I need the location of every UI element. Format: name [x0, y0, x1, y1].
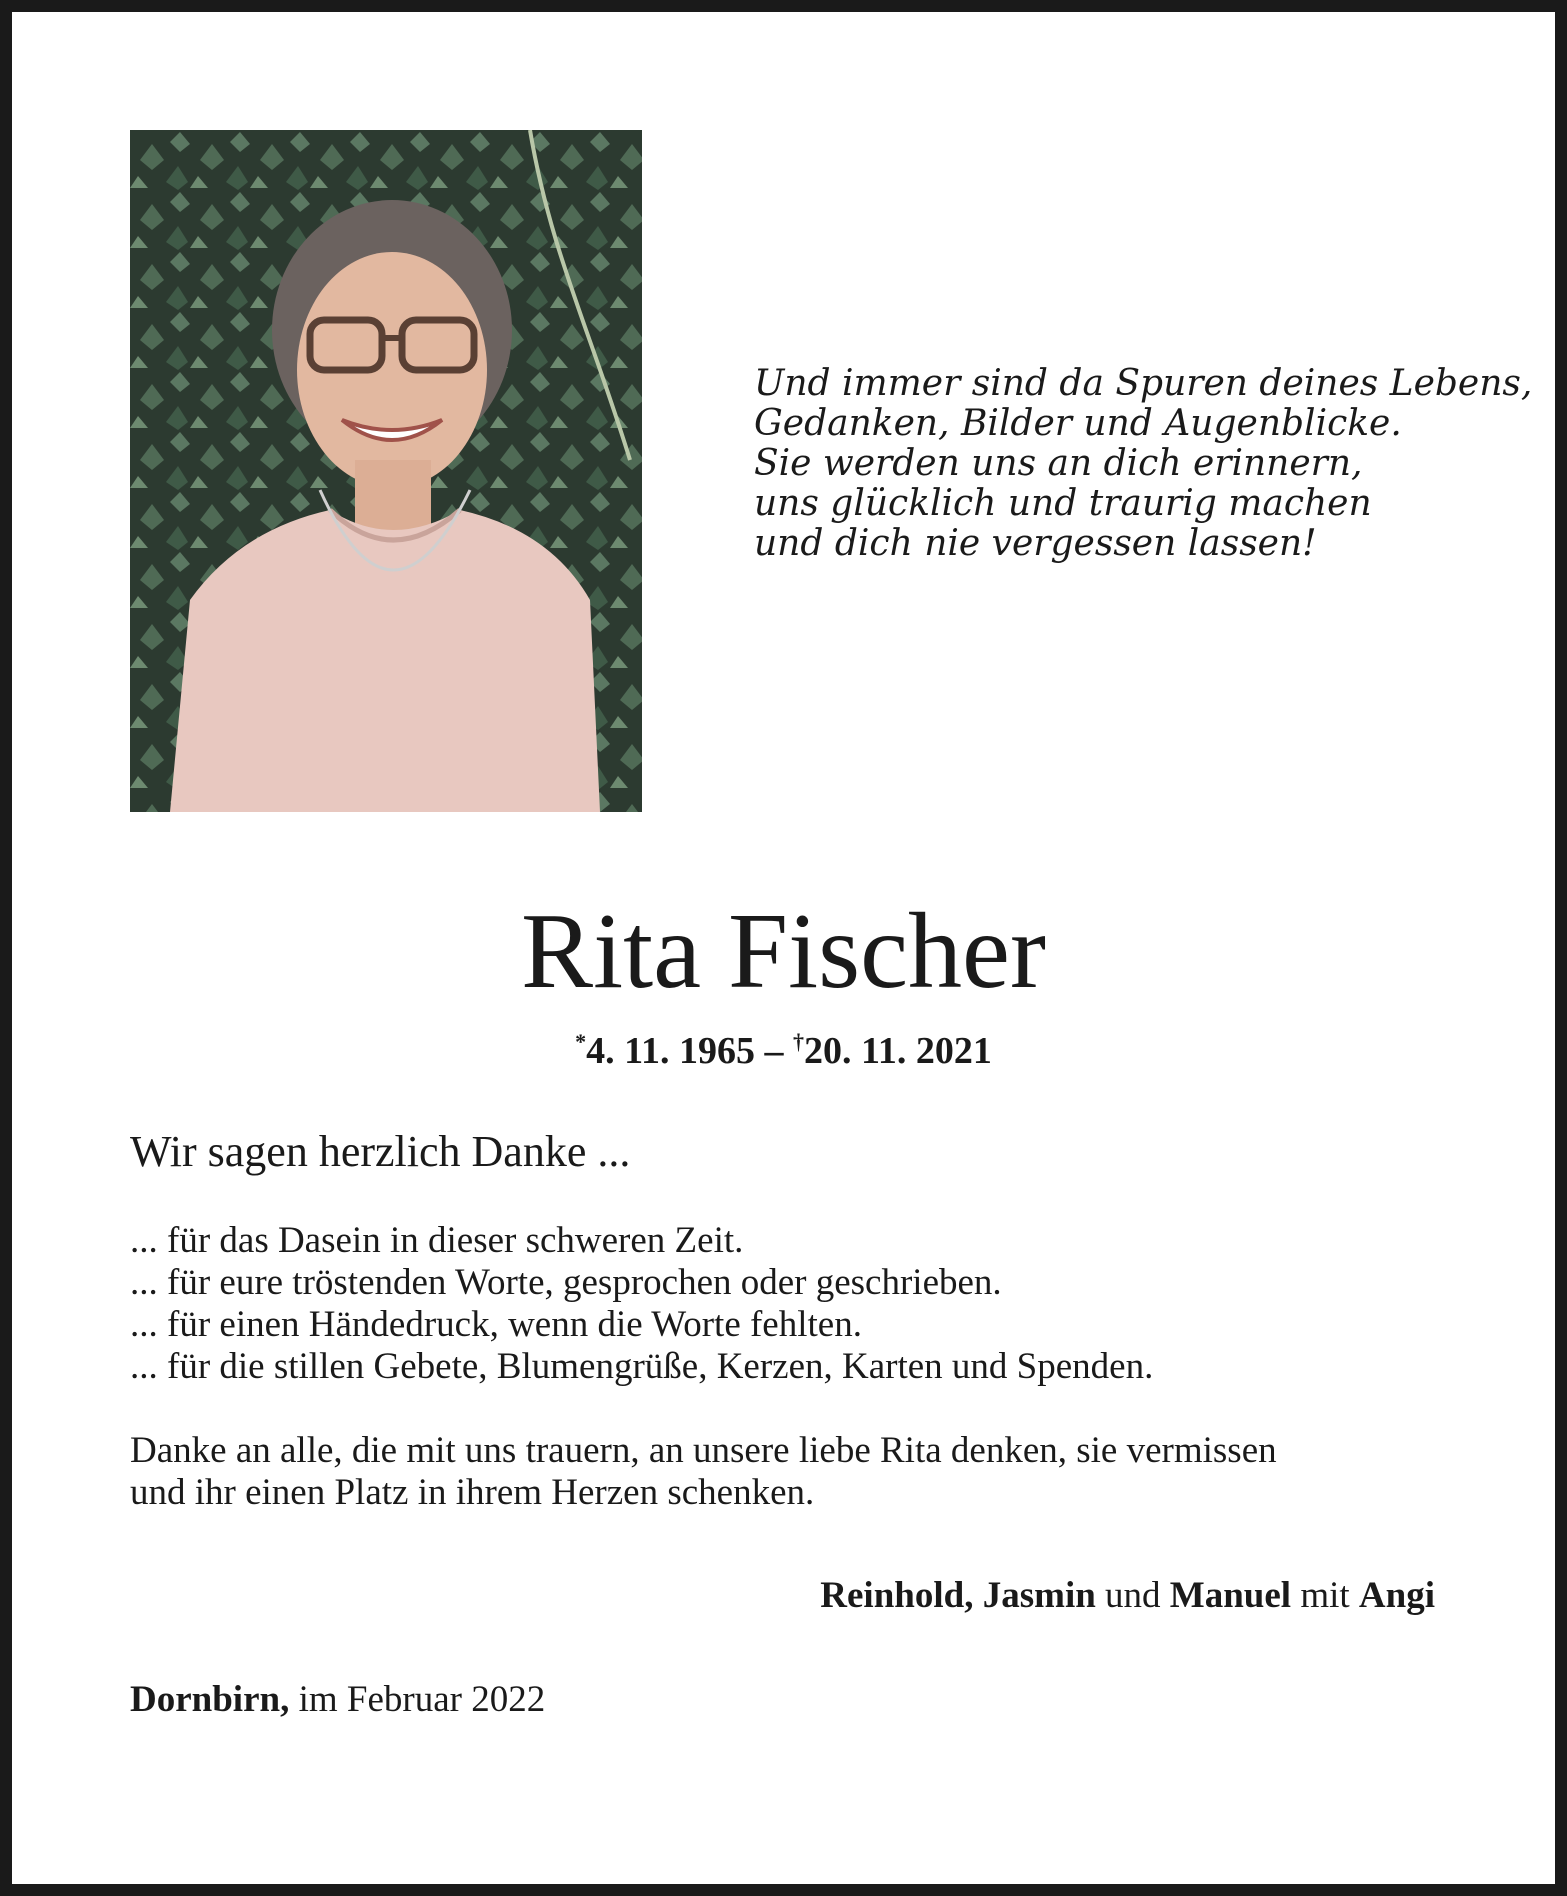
closing-line: und ihr einen Platz in ihrem Herzen schenken. — [130, 1472, 815, 1513]
poem-line: Sie werden uns an dich erinnern, — [754, 443, 1363, 484]
thanks-item: ... für das Dasein in dieser schweren Zeit. — [130, 1220, 744, 1261]
thanks-item: ... für einen Händedruck, wenn die Worte fehlten. — [130, 1304, 862, 1345]
poem-line: uns glücklich und traurig machen — [754, 483, 1372, 524]
poem-line: und dich nie vergessen lassen! — [754, 523, 1317, 564]
life-dates — [12, 1018, 1555, 1075]
portrait-illustration — [130, 130, 642, 812]
thanks-list — [130, 1220, 1153, 1388]
thanks-item: ... für eure tröstenden Worte, gesprochen oder geschrieben. — [130, 1262, 1002, 1303]
death-symbol: † — [793, 1029, 804, 1054]
deceased-name: Rita Fischer — [521, 892, 1046, 1011]
birth-date: 4. 11. 1965 — [586, 1030, 755, 1072]
signature-conjunction: und — [1105, 1575, 1161, 1616]
place-date — [130, 1676, 545, 1724]
signature-name: Jasmin — [982, 1575, 1096, 1616]
place-date-text: im Februar 2022 — [298, 1679, 546, 1720]
poem-line: Und immer sind da Spuren deines Lebens, — [754, 363, 1533, 404]
signature — [820, 1572, 1435, 1620]
birth-symbol: * — [575, 1029, 587, 1054]
portrait-photo — [130, 130, 642, 812]
thanks-item: ... für die stillen Gebete, Blumengrüße, Kerzen, Karten und Spenden. — [130, 1346, 1154, 1387]
poem — [754, 363, 1533, 564]
closing-text — [130, 1430, 1460, 1514]
place-city: Dornbirn, — [130, 1679, 290, 1720]
poem-line: Gedanken, Bilder und Augenblicke. — [754, 403, 1402, 444]
date-separator: – — [755, 1030, 793, 1072]
thanks-heading: Wir sagen herzlich Danke ... — [130, 1127, 631, 1176]
signature-name: Manuel — [1169, 1575, 1292, 1616]
signature-name: Reinhold, — [820, 1575, 974, 1616]
signature-conjunction: mit — [1300, 1575, 1350, 1616]
death-date: 20. 11. 2021 — [804, 1030, 992, 1072]
signature-name: Angi — [1358, 1575, 1435, 1616]
closing-line: Danke an alle, die mit uns trauern, an unsere liebe Rita denken, sie vermissen — [130, 1430, 1277, 1471]
